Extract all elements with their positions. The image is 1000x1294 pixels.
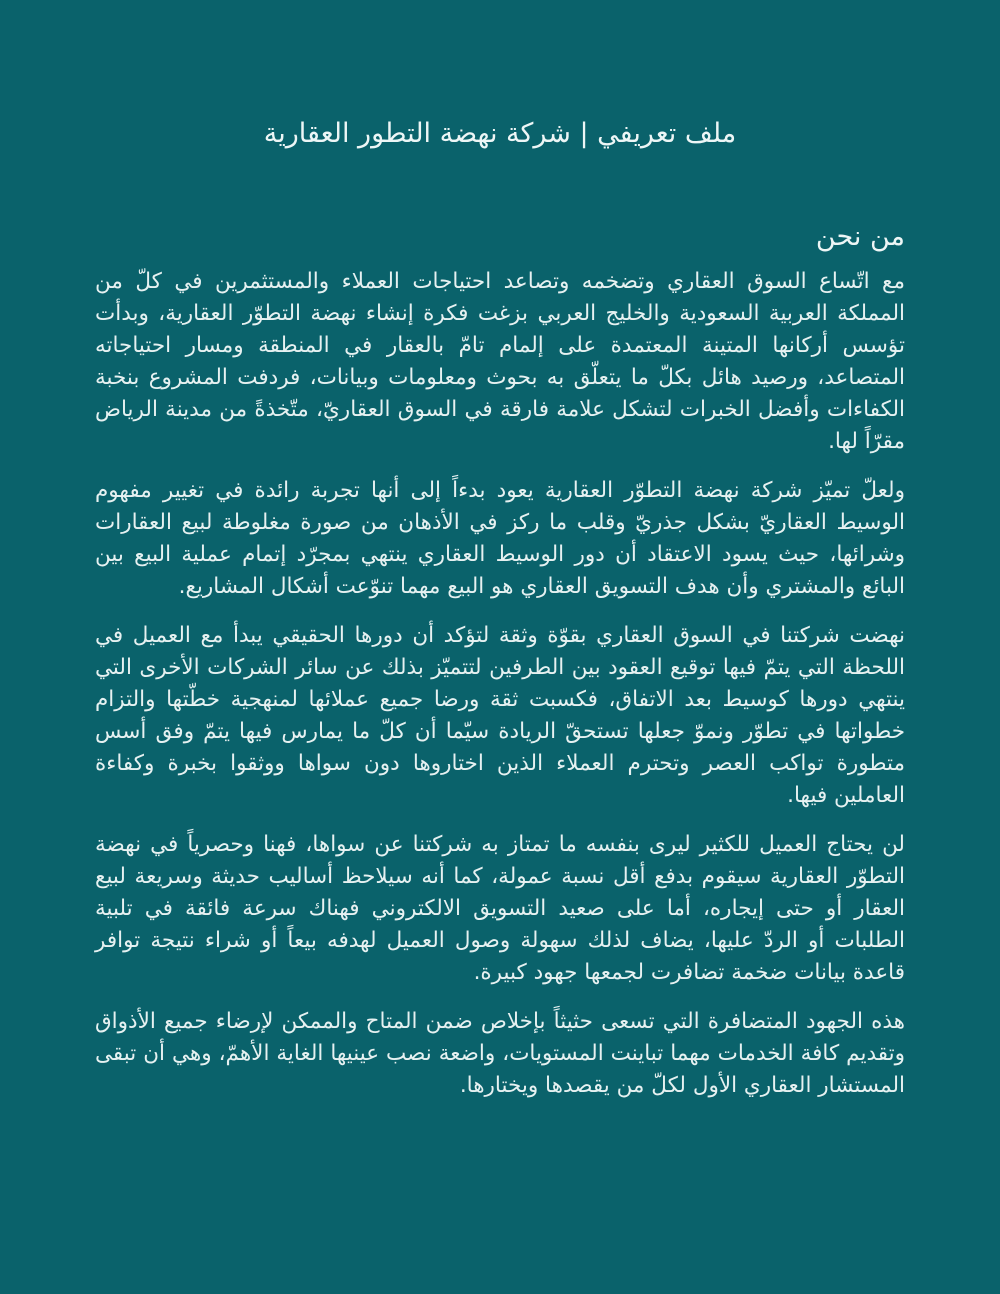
about-paragraph-1: مع اتّساع السوق العقاري وتضخمه وتصاعد احتياجات العملاء والمستثمرين في كلّ من المملكة العربية السعودية والخليج العربي بزغت فكرة إنشاء نهضة التطوّر العقارية، وبدأت تؤسس أركانها المتينة المعتمدة على إلمام تامّ بالعقار في المنطقة ومسار احتياجاته المتصاعد، ورصيد هائل بكلّ ما يتعلّق به بحوث ومعلومات وبيانات، فردفت المشروع بنخبة الكفاءات وأفضل الخبرات لتشكل علامة فارقة في السوق العقاريّ، متّخذةً من مدينة الرياض مقرّاً لها. [95,269,905,454]
document-body [0,221,1000,1102]
about-paragraph-4: لن يحتاج العميل للكثير ليرى بنفسه ما تمتاز به شركتنا عن سواها، فهنا وحصرياً في نهضة التطوّر العقارية سيقوم بدفع أقل نسبة عمولة، كما أنه سيلاحظ أساليب حديثة وسريعة لبيع العقار أو حتى إيجاره، أما على صعيد التسويق الالكتروني فهناك سرعة فائقة في تلبية الطلبات أو الردّ عليها، يضاف لذلك سهولة وصول العميل لهدفه بيعاً أو شراء نتيجة توافر قاعدة بيانات ضخمة تضافرت لجمعها جهود كبيرة. [95,832,905,985]
about-paragraph-2: ولعلّ تميّز شركة نهضة التطوّر العقارية يعود بدءاً إلى أنها تجربة رائدة في تغيير مفهوم الوسيط العقاريّ بشكل جذريّ وقلب ما ركز في الأذهان من صورة مغلوطة لبيع العقارات وشرائها، حيث يسود الاعتقاد أن دور الوسيط العقاري ينتهي بمجرّد إتمام عملية البيع بين البائع والمشتري وأن هدف التسويق العقاري هو البيع مهما تنوّعت أشكال المشاريع. [95,478,905,599]
page-title: ملف تعريفي | شركة نهضة التطور العقارية [263,118,737,149]
section-heading-about-us: من نحن [815,221,905,252]
about-paragraph-3: نهضت شركتنا في السوق العقاري بقوّة وثقة لتؤكد أن دورها الحقيقي يبدأ مع العميل في اللحظة التي يتمّ فيها توقيع العقود بين الطرفين لتتميّز بذلك عن سائر الشركات الأخرى التي ينتهي دورها كوسيط بعد الاتفاق، فكسبت ثقة ورضا جميع عملائها لمنهجية خطّتها والتزام خطواتها في تطوّر ونموّ جعلها تستحقّ الريادة سيّما أن كلّ ما يمارس فيها يتمّ وفق أسس متطورة تواكب العصر وتحترم العملاء الذين اختاروها دون سواها ووثقوا بخبرة وكفاءة العاملين فيها. [95,623,905,808]
about-paragraph-5: هذه الجهود المتضافرة التي تسعى حثيثاً بإخلاص ضمن المتاح والممكن لإرضاء جميع الأذواق وتقديم كافة الخدمات مهما تباينت المستويات، واضعة نصب عينيها الغاية الأهمّ، وهي أن تبقى المستشار العقاري الأول لكلّ من يقصدها ويختارها. [95,1009,905,1098]
